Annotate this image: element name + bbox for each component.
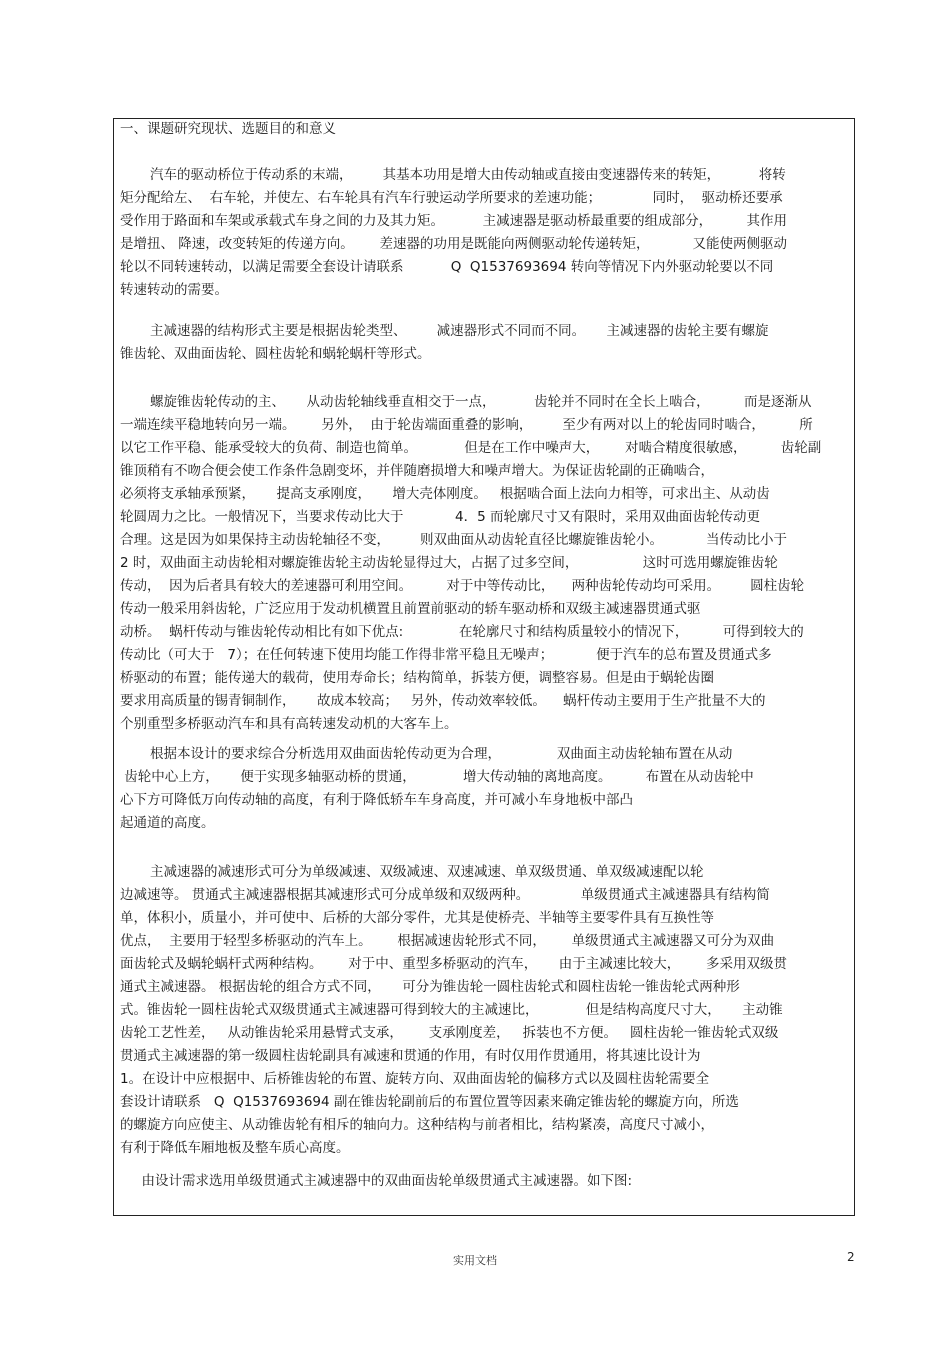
text-line: 通式主减速器。 根据齿轮的组合方式不同， 可分为锥齿轮一圆柱齿轮式和圆柱齿轮一锥齿轮式两种形: [120, 979, 740, 995]
text-line: 传动比（可大于 7）；在任何转速下使用均能工作得非常平稳且无噪声； 便于汽车的总布置及贯通式多: [120, 647, 772, 663]
text-line: 式。锥齿轮一圆柱齿轮式双级贯通式主减速器可得到较大的主减速比， 但是结构高度尺寸大， 主动锥: [120, 1002, 783, 1018]
text-line: 套设计请联系 Q Q1537693694 副在锥齿轮副前后的布置位置等因素来确定锥齿轮的螺旋方向，所选: [120, 1094, 739, 1110]
text-line: 要求用高质量的锡青铜制作， 故成本较高； 另外，传动效率较低。 蜗杆传动主要用于生产批量不大的: [120, 693, 766, 709]
text-line: 转速转动的需要。: [120, 282, 228, 298]
text-line: 主减速器的减速形式可分为单级减速、双级减速、双速减速、单双级贯通、单双级减速配以轮: [120, 864, 704, 880]
text-line: 个别重型多桥驱动汽车和具有高转速发动机的大客车上。: [120, 716, 458, 732]
text-line: 一端连续平稳地转向另一端。 另外， 由于轮齿端面重叠的影响， 至少有两对以上的轮齿同时啮合， 所: [120, 417, 813, 433]
text-line: 优点， 主要用于轻型多桥驱动的汽车上。 根据减速齿轮形式不同， 单级贯通式主减速器又可分为双曲: [120, 933, 775, 949]
text-line: 汽车的驱动桥位于传动系的末端， 其基本功用是增大由传动轴或直接由变速器传来的转矩， 将转: [120, 167, 786, 183]
paragraph-spiral-bevel: [120, 391, 850, 736]
text-line: 合理。这是因为如果保持主动齿轮轴径不变， 则双曲面从动齿轮直径比螺旋锥齿轮小。 当传动比小于: [120, 532, 787, 548]
text-line: 锥齿轮、双曲面齿轮、圆柱齿轮和蜗轮蜗杆等形式。: [120, 346, 431, 362]
text-line: 起通道的高度。: [120, 815, 215, 831]
paragraph-hypoid-choice: [120, 743, 850, 835]
text-line: 是增扭、 降速，改变转矩的传递方向。 差速器的功用是既能向两侧驱动轮传递转矩， 又能使两侧驱动: [120, 236, 787, 252]
text-line: 心下方可降低万向传动轴的高度，有利于降低轿车车身高度，并可减小车身地板中部凸: [120, 792, 633, 808]
text-line: 螺旋锥齿轮传动的主、 从动齿轮轴线垂直相交于一点， 齿轮并不同时在全长上啮合， 而是逐渐从: [120, 394, 812, 410]
text-line: 面齿轮式及蜗轮蜗杆式两种结构。 对于中、重型多桥驱动的汽车， 由于主减速比较大， 多采用双级贯: [120, 956, 787, 972]
text-line: 传动一般采用斜齿轮，广泛应用于发动机横置且前置前驱动的轿车驱动桥和双级主减速器贯通式驱: [120, 601, 701, 617]
text-line: 由设计需求选用单级贯通式主减速器中的双曲面齿轮单级贯通式主减速器。如下图:: [120, 1173, 633, 1189]
paragraph-conclusion: [120, 1170, 850, 1193]
text-line: 锥顶稍有不吻合便会使工作条件急剧变坏，并伴随磨损增大和噪声增大。为保证齿轮副的正确啮合，: [120, 463, 714, 479]
text-line: 必须将支承轴承预紧， 提高支承刚度， 增大壳体刚度。 根据啮合面上法向力相等，可求出主、从动齿: [120, 486, 770, 502]
text-line: 传动， 因为后者具有较大的差速器可利用空间。 对于中等传动比， 两种齿轮传动均可采用。 圆柱齿轮: [120, 578, 805, 594]
text-line: 贯通式主减速器的第一级圆柱齿轮副具有减速和贯通的作用，有时仅用作贯通用，将其速比设计为: [120, 1048, 701, 1064]
text-line: 以它工作平稳、能承受较大的负荷、制造也简单。 但是在工作中噪声大， 对啮合精度很敏感， 齿轮副: [120, 440, 822, 456]
text-line: 桥驱动的布置；能传递大的载荷，使用寿命长；结构简单，拆装方便，调整容易。但是由于蜗轮齿圈: [120, 670, 714, 686]
text-line: 轮圆周力之比。一般情况下，当要求传动比大于 4．5 而轮廓尺寸又有限时，采用双曲面齿轮传动更: [120, 509, 760, 525]
text-line: 矩分配给左、 右车轮，并使左、右车轮具有汽车行驶运动学所要求的差速功能； 同时， 驱动桥还要承: [120, 190, 783, 206]
text-line: 1。在设计中应根据中、后桥锥齿轮的布置、旋转方向、双曲面齿轮的偏移方式以及圆柱齿轮需要全: [120, 1071, 710, 1087]
text-line: 的螺旋方向应使主、从动锥齿轮有相斥的轴向力。这种结构与前者相比，结构紧凑，高度尺寸减小，: [120, 1117, 714, 1133]
paragraph-reducer-structure: [120, 320, 850, 366]
text-line: 边减速等。 贯通式主减速器根据其减速形式可分成单级和双级两种。 单级贯通式主减速器具有结构简: [120, 887, 770, 903]
text-line: 有利于降低车厢地板及整车质心高度。: [120, 1140, 350, 1156]
text-line: 根据本设计的要求综合分析选用双曲面齿轮传动更为合理， 双曲面主动齿轮轴布置在从动: [120, 746, 733, 762]
text-line: 主减速器的结构形式主要是根据齿轮类型、 减速器形式不同而不同。 主减速器的齿轮主要有螺旋: [120, 323, 769, 339]
text-line: 受作用于路面和车架或承载式车身之间的力及其力矩。 主减速器是驱动桥最重要的组成部分， 其作用: [120, 213, 787, 229]
paragraph-reduction-forms: [120, 861, 850, 1160]
content-frame: [113, 118, 855, 1216]
paragraph-drive-axle: [120, 164, 850, 302]
text-line: 单，体积小，质量小，并可使中、后桥的大部分零件，尤其是使桥壳、半轴等主要零件具有互换性等: [120, 910, 714, 926]
text-line: 轮以不同转速转动，以满足需要全套设计请联系 Q Q1537693694 转向等情况下内外驱动轮要以不同: [120, 259, 774, 275]
page-number: 2: [847, 1250, 855, 1264]
footer-label: 实用文档: [453, 1254, 497, 1267]
section-heading: 一、课题研究现状、选题目的和意义: [120, 121, 336, 137]
text-line: 齿轮工艺性差， 从动锥齿轮采用悬臂式支承， 支承刚度差， 拆装也不方便。 圆柱齿轮一锥齿轮式双级: [120, 1025, 779, 1041]
text-line: 2 时，双曲面主动齿轮相对螺旋锥齿轮主动齿轮显得过大，占据了过多空间， 这时可选用螺旋锥齿轮: [120, 555, 778, 571]
text-line: 齿轮中心上方， 便于实现多轴驱动桥的贯通， 增大传动轴的离地高度。 布置在从动齿轮中: [120, 769, 754, 785]
text-line: 动桥。 蜗杆传动与锥齿轮传动相比有如下优点: 在轮廓尺寸和结构质量较小的情况下， 可得到较大的: [120, 624, 804, 640]
